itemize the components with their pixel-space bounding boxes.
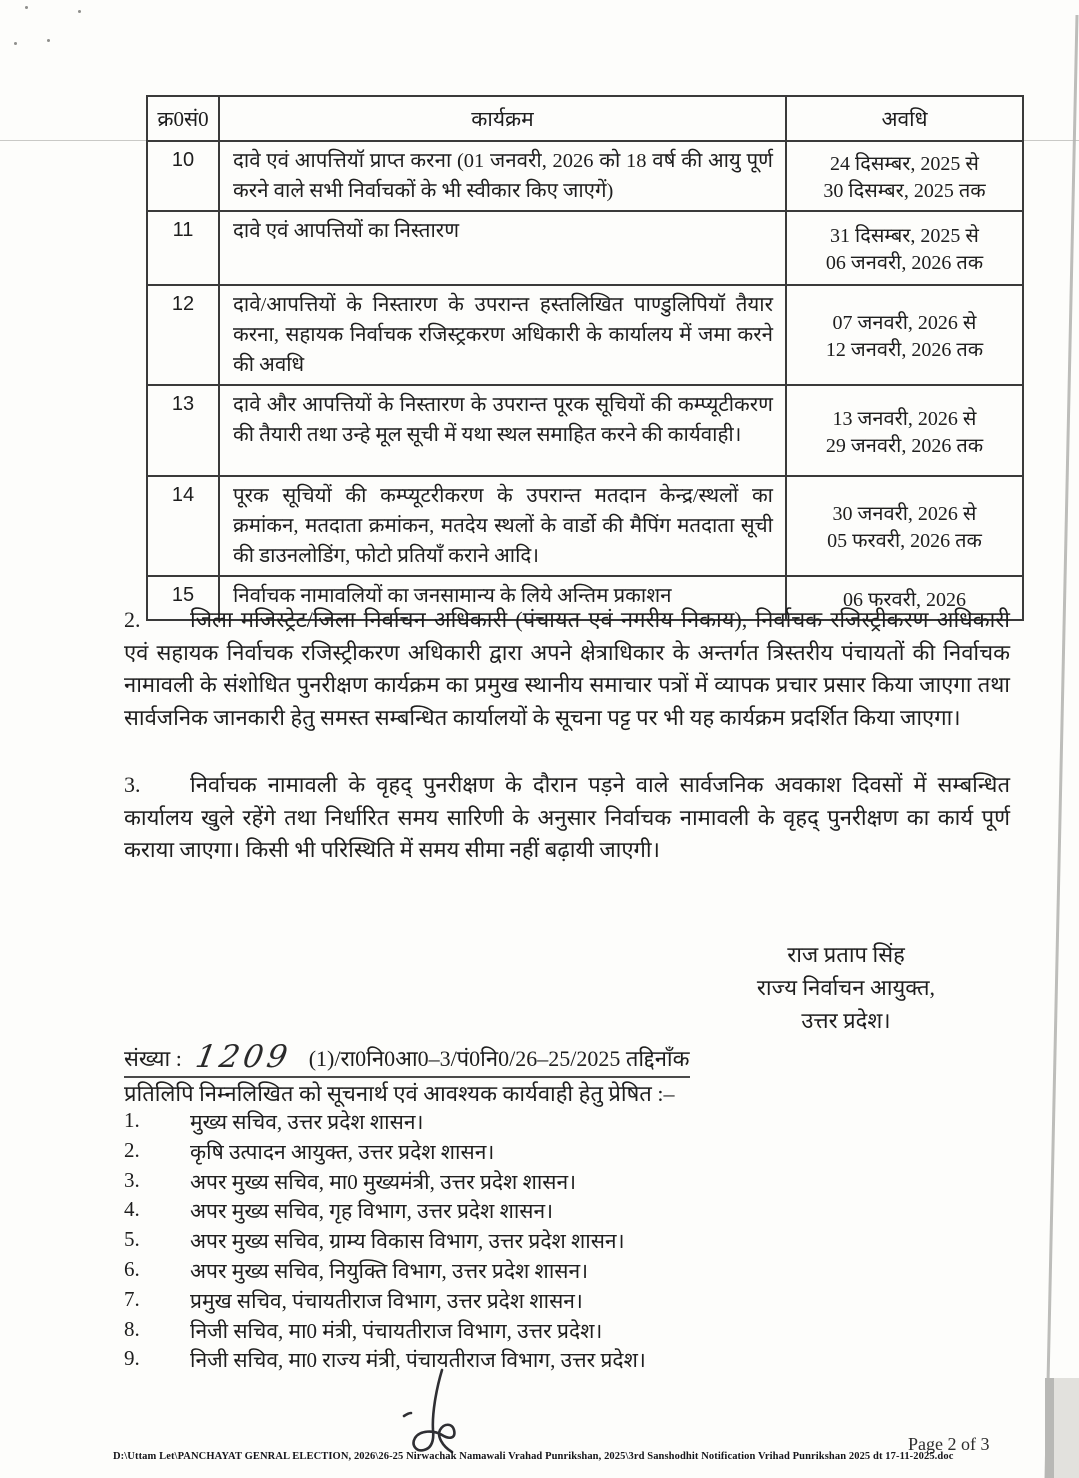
list-item-text: अपर मुख्य सचिव, ग्राम्य विकास विभाग, उत्तर प्रदेश शासन। bbox=[190, 1229, 625, 1254]
list-item bbox=[124, 1317, 844, 1347]
row-serial-no: 10 bbox=[147, 141, 219, 211]
duration-from: 06 फरवरी, 2026 bbox=[842, 588, 967, 611]
duration-from: 13 जनवरी, 2026 से bbox=[832, 407, 977, 430]
list-item-text: अपर मुख्य सचिव, गृह विभाग, उत्तर प्रदेश शासन। bbox=[190, 1199, 554, 1224]
copy-forward-line: प्रतिलिपि निम्नलिखित को सूचनार्थ एवं आवश्यक कार्यवाही हेतु प्रेषित :– bbox=[124, 1081, 675, 1106]
paragraph-3 bbox=[124, 769, 1010, 867]
dust-speck bbox=[25, 6, 28, 9]
row-serial-no: 11 bbox=[147, 211, 219, 285]
reference-label: संख्या : bbox=[124, 1046, 182, 1071]
row-duration bbox=[786, 285, 1023, 385]
row-duration bbox=[786, 141, 1023, 211]
table-row bbox=[147, 385, 1023, 476]
table-row bbox=[147, 211, 1023, 285]
header-duration: अवधि bbox=[786, 96, 1023, 141]
list-item-text: अपर मुख्य सचिव, मा0 मुख्यमंत्री, उत्तर प्रदेश शासन। bbox=[190, 1169, 577, 1194]
row-program: पूरक सूचियों की कम्प्यूटरीकरण के उपरान्त मतदान केन्द्र/स्थलों का क्रमांकन, मतदाता क्रमांकन, मतदेय स्थलों के वार्डो की मैपिंग मतदाता सूची की डाउनलोडिंग, फोटो प्रतियाँ कराने आदि। bbox=[219, 476, 786, 576]
row-serial-no: 12 bbox=[147, 285, 219, 385]
document-file-path: D:\Uttam Let\PANCHAYAT GENRAL ELECTION, 2026\26-25 Nirwachak Namawali Vrahad Punrikshan, 2025\3rd Sanshodhit Notification Vrihad Punrikshan 2025 dt 17-11-2025.doc bbox=[113, 1451, 954, 1462]
paragraph-2 bbox=[124, 604, 1010, 734]
list-item-number: 5. bbox=[124, 1227, 140, 1252]
list-item-text: मुख्य सचिव, उत्तर प्रदेश शासन। bbox=[190, 1110, 424, 1134]
duration-from: 30 जनवरी, 2026 से bbox=[832, 503, 977, 525]
list-item-number: 2. bbox=[124, 1137, 140, 1162]
list-item bbox=[124, 1227, 844, 1257]
page-number-label: Page 2 of 3 bbox=[908, 1434, 990, 1454]
list-item-number: 6. bbox=[124, 1256, 140, 1281]
paragraph-number: 3. bbox=[124, 772, 141, 797]
row-duration bbox=[786, 385, 1023, 476]
reference-rest: (1)/रा0नि0आ0–3/पं0नि0/26–25/2025 तद्दिनाँक bbox=[308, 1046, 690, 1071]
paragraph-number: 2. bbox=[124, 607, 141, 632]
duration-to: 05 फरवरी, 2026 तक bbox=[827, 530, 982, 552]
duration-from: 24 दिसम्बर, 2025 से bbox=[830, 153, 979, 175]
recipients-list bbox=[124, 1108, 844, 1376]
list-item-number: 4. bbox=[124, 1197, 140, 1222]
handwritten-number: 1209 bbox=[192, 1039, 294, 1075]
list-item bbox=[124, 1257, 844, 1287]
row-program: दावे एवं आपत्तियों का निस्तारण bbox=[219, 211, 786, 285]
handwritten-initial-mark bbox=[396, 1368, 488, 1464]
header-serial-no: क्र0सं0 bbox=[147, 96, 219, 141]
row-program: निर्वाचक नामावलियों का जनसामान्य के लिये अन्तिम प्रकाशन bbox=[219, 576, 786, 620]
row-program: दावे और आपत्तियों के निस्तारण के उपरान्त पूरक सूचियों की कम्प्यूटीकरण की तैयारी तथा उन्हे मूल सूची में यथा स्थल समाहित करने की कार्यवाही। bbox=[219, 385, 786, 476]
row-duration bbox=[786, 476, 1023, 576]
list-item bbox=[124, 1287, 844, 1317]
list-item-number: 1. bbox=[124, 1108, 140, 1132]
scan-corner-artifact bbox=[1045, 1378, 1079, 1478]
list-item-text: निजी सचिव, मा0 मंत्री, पंचायतीराज विभाग, उत्तर प्रदेश। bbox=[190, 1318, 603, 1343]
dust-speck bbox=[14, 42, 17, 45]
reference-number-line bbox=[124, 1038, 690, 1078]
dust-speck bbox=[78, 10, 81, 13]
list-item bbox=[124, 1197, 844, 1227]
dust-speck bbox=[47, 39, 50, 42]
signature-block bbox=[706, 938, 986, 1037]
schedule-table bbox=[146, 95, 1024, 621]
signatory-name: राज प्रताप सिंह bbox=[787, 942, 905, 967]
list-item-text: अपर मुख्य सचिव, नियुक्ति विभाग, उत्तर प्रदेश शासन। bbox=[190, 1258, 589, 1283]
table-row bbox=[147, 141, 1023, 211]
row-program: दावे/आपत्तियों के निस्तारण के उपरान्त हस्तलिखित पाण्डुलिपियॉ तैयार करना, सहायक निर्वाचक रजिस्ट्रकरण अधिकारी के कार्यालय में जमा करने की अवधि bbox=[219, 285, 786, 385]
list-item-text: कृषि उत्पादन आयुक्त, उत्तर प्रदेश शासन। bbox=[190, 1139, 495, 1164]
paragraph-text: निर्वाचक नामावली के वृहद् पुनरीक्षण के दौरान पड़ने वाले सार्वजनिक अवकाश दिवसों में सम्बन्धित कार्यालय खुले रहेंगे तथा निर्धारित समय सारिणी के अनुसार निर्वाचक नामावली के वृहद् पुनरीक्षण का कार्य पूर्ण कराया जाएगा। किसी भी परिस्थिति में समय सीमा नहीं बढ़ायी जाएगी। bbox=[124, 772, 1010, 862]
duration-to: 06 जनवरी, 2026 तक bbox=[825, 252, 984, 274]
list-item-text: निजी सचिव, मा0 राज्य मंत्री, पंचायतीराज विभाग, उत्तर प्रदेश। bbox=[190, 1348, 646, 1373]
row-program: दावे एवं आपत्तियॉ प्राप्त करना (01 जनवरी, 2026 को 18 वर्ष की आयु पूर्ण करने वाले सभी निर्वाचकों के भी स्वीकार किए जाएगें) bbox=[219, 141, 786, 211]
list-item-number: 7. bbox=[124, 1286, 140, 1311]
list-item-number: 8. bbox=[124, 1316, 140, 1341]
table-row bbox=[147, 285, 1023, 385]
table-header-row bbox=[147, 96, 1023, 141]
list-item bbox=[124, 1138, 844, 1168]
signatory-title: राज्य निर्वाचन आयुक्त, bbox=[756, 975, 936, 1000]
row-duration bbox=[786, 211, 1023, 285]
list-item bbox=[124, 1108, 844, 1138]
table-row bbox=[147, 476, 1023, 576]
row-serial-no: 15 bbox=[147, 576, 219, 620]
signatory-place: उत्तर प्रदेश। bbox=[801, 1008, 891, 1033]
list-item bbox=[124, 1168, 844, 1198]
list-item-text: प्रमुख सचिव, पंचायतीराज विभाग, उत्तर प्रदेश शासन। bbox=[190, 1288, 583, 1313]
row-serial-no: 13 bbox=[147, 385, 219, 476]
duration-from: 31 दिसम्बर, 2025 से bbox=[830, 225, 979, 247]
duration-to: 12 जनवरी, 2026 तक bbox=[825, 339, 984, 361]
list-item-number: 3. bbox=[124, 1167, 140, 1192]
row-serial-no: 14 bbox=[147, 476, 219, 576]
header-program: कार्यक्रम bbox=[219, 96, 786, 141]
duration-to: 29 जनवरी, 2026 तक bbox=[825, 434, 984, 457]
paragraph-text: जिला मजिस्ट्रेट/जिला निर्वाचन अधिकारी (पंचायत एवं नगरीय निकाय), निर्वाचक रजिस्ट्रीकरण अधिकारी एवं सहायक निर्वाचक रजिस्ट्रीकरण अधिकारी द्वारा अपने क्षेत्राधिकार के अन्तर्गत त्रिस्तरीय पंचायतों की निर्वाचक नामावली के संशोधित पुनरीक्षण कार्यक्रम का प्रमुख स्थानीय समाचार पत्रों में व्यापक प्रचार प्रसार किया जाएगा तथा सार्वजनिक जानकारी हेतु समस्त सम्बन्धित कार्यालयों के सूचना पट्ट पर भी यह कार्यक्रम प्रदर्शित किया जाएगा। bbox=[124, 607, 1010, 730]
duration-to: 30 दिसम्बर, 2025 तक bbox=[823, 180, 986, 202]
duration-from: 07 जनवरी, 2026 से bbox=[832, 312, 977, 334]
list-item-number: 9. bbox=[124, 1346, 140, 1371]
